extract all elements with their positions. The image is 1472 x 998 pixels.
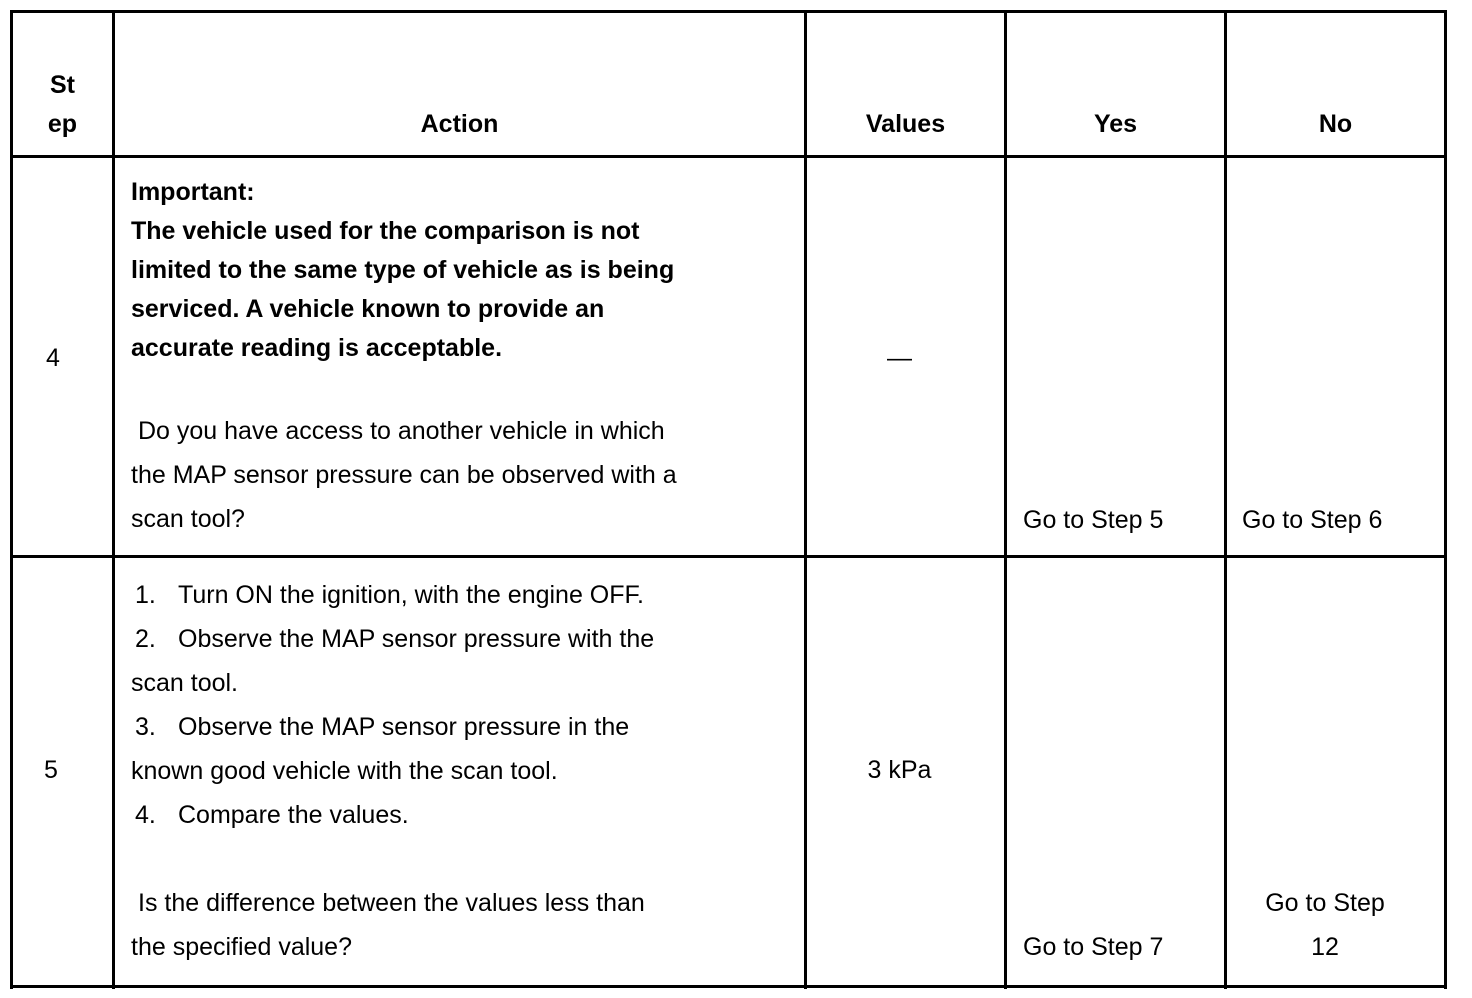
step-number: 4 [46,344,60,372]
header-action: Action [420,110,499,138]
header-step-line2: ep [47,110,78,138]
row-divider [10,155,1447,158]
action-item [131,705,654,749]
question-line: the specified value? [131,933,352,961]
table-border-top [10,10,1447,13]
question-line: Do you have access to another vehicle in which [138,417,665,445]
action-number: 3. [135,713,156,741]
action-text: Compare the values. [178,801,409,829]
question-line: the MAP sensor pressure can be observed with a [131,461,677,489]
action-text: Turn ON the ignition, with the engine OFF. [178,581,644,609]
action-number: 4. [135,801,156,829]
important-line: accurate reading is acceptable. [131,334,503,362]
value-cell: — [887,344,912,372]
action-text: Observe the MAP sensor pressure with the [178,625,655,653]
header-step-line1: St [50,71,75,99]
table-border-bottom [10,985,1447,988]
action-continuation: known good vehicle with the scan tool. [131,757,558,785]
row-divider [10,555,1447,558]
header-values: Values [865,110,946,138]
yes-cell: Go to Step 5 [1023,506,1164,534]
question [131,409,677,541]
important-label: Important: [131,178,255,206]
header-yes: Yes [1093,110,1138,138]
action-list [131,573,654,837]
important-line: The vehicle used for the comparison is not [131,217,640,245]
action-item [131,573,654,617]
yes-cell: Go to Step 7 [1023,933,1164,961]
action-item [131,617,654,661]
important-line: limited to the same type of vehicle as is being [131,256,675,284]
important-note [131,173,674,368]
action-item [131,793,654,837]
header-step [13,66,112,144]
no-cell [1227,881,1423,969]
question-line: scan tool? [131,505,245,533]
action-continuation: scan tool. [131,669,239,697]
action-number: 2. [135,625,156,653]
header-no: No [1318,110,1353,138]
step-number: 5 [44,756,58,784]
value-cell: 3 kPa [867,756,932,784]
no-cell: Go to Step 6 [1242,506,1383,534]
question-line: Is the difference between the values less than [138,889,645,917]
important-line: serviced. A vehicle known to provide an [131,295,605,323]
question [131,881,645,969]
action-number: 1. [135,581,156,609]
no-cell-line: 12 [1311,933,1339,961]
action-text: Observe the MAP sensor pressure in the [178,713,630,741]
no-cell-line: Go to Step [1265,889,1385,917]
